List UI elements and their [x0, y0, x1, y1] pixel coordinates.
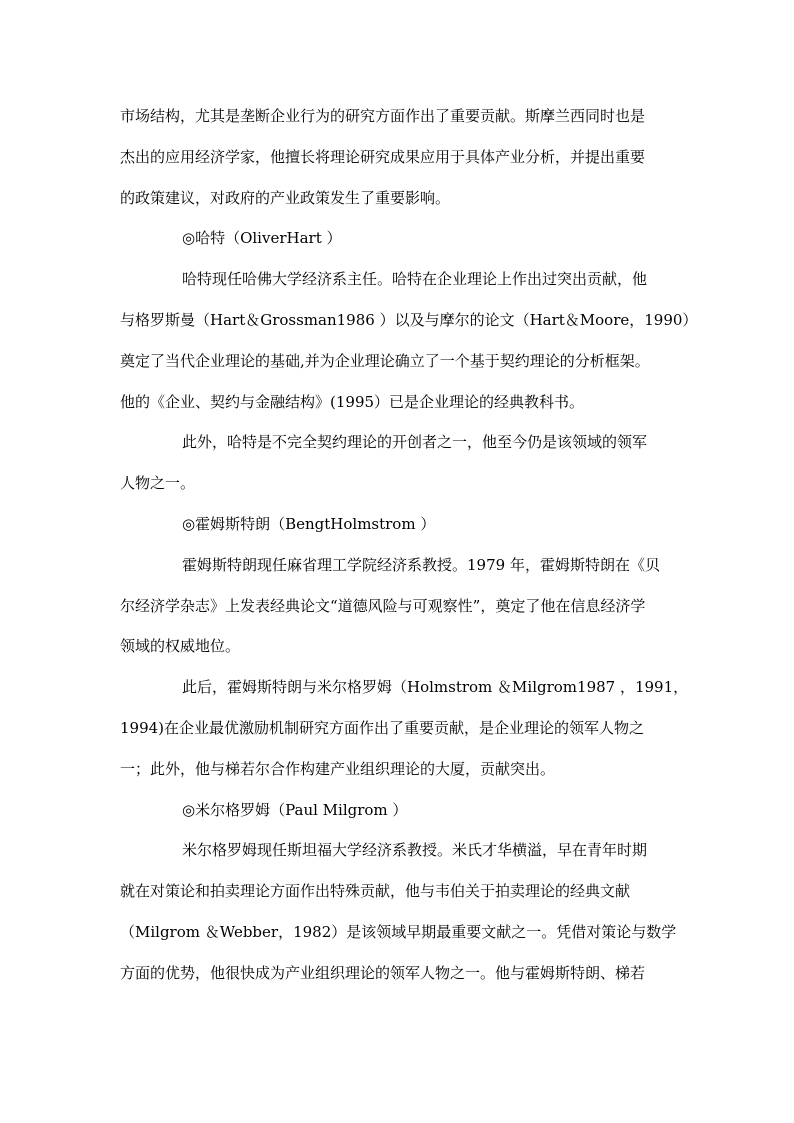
paragraph-line: 此后，霍姆斯特朗与米尔格罗姆（Holmstrom ＆Milgrom1987 ，1991， [182, 678, 689, 697]
paragraph-line: 此外，哈特是不完全契约理论的开创者之一，他至今仍是该领域的领军 [182, 433, 648, 452]
paragraph-line: 霍姆斯特朗现任麻省理工学院经济系教授。1979 年，霍姆斯特朗在《贝 [182, 555, 660, 574]
paragraph-line: 人物之一。 [120, 474, 196, 493]
paragraph-line: （Milgrom ＆Webber，1982）是该领域早期最重要文献之一。凭借对策论与数学 [120, 922, 677, 941]
paragraph-line: 尔经济学杂志》上发表经典论文“道德风险与可观察性”，奠定了他在信息经济学 [120, 596, 646, 615]
paragraph-line: 哈特现任哈佛大学经济系主任。哈特在企业理论上作出过突出贡献，他 [182, 270, 648, 289]
paragraph-line: 市场结构，尤其是垄断企业行为的研究方面作出了重要贡献。斯摩兰西同时也是 [120, 107, 646, 125]
paragraph-line: 方面的优势，他很快成为产业组织理论的领军人物之一。他与霍姆斯特朗、梯若 [120, 963, 646, 982]
paragraph-line: 1994)在企业最优激励机制研究方面作出了重要贡献，是企业理论的领军人物之 [120, 718, 645, 737]
section-heading: ◎哈特（OliverHart ） [182, 229, 342, 248]
paragraph-line: 一；此外，他与梯若尔合作构建产业组织理论的大厦，贡献突出。 [120, 759, 556, 778]
paragraph-line: 杰出的应用经济学家，他擅长将理论研究成果应用于具体产业分析，并提出重要 [120, 147, 646, 166]
body-text [120, 100, 698, 998]
paragraph-line: 领域的权威地位。 [120, 637, 241, 656]
paragraph-line: 奠定了当代企业理论的基础,并为企业理论确立了一个基于契约理论的分析框架。 [120, 351, 650, 370]
section-heading: ◎霍姆斯特朗（BengtHolmstrom ） [182, 514, 436, 533]
paragraph-line: 的政策建议，对政府的产业政策发生了重要影响。 [120, 188, 451, 207]
paragraph-line: 米尔格罗姆现任斯坦福大学经济系教授。米氏才华横溢，早在青年时期 [182, 841, 648, 860]
paragraph-line: 他的《企业、契约与金融结构》(1995）已是企业理论的经典教科书。 [120, 392, 585, 411]
section-heading: ◎米尔格罗姆（Paul Milgrom ） [182, 800, 408, 819]
paragraph-line: 就在对策论和拍卖理论方面作出特殊贡献，他与韦伯关于拍卖理论的经典文献 [120, 882, 631, 901]
paragraph-line: 与格罗斯曼（Hart＆Grossman1986 ）以及与摩尔的论文（Hart＆Moore，1990） [120, 310, 698, 329]
